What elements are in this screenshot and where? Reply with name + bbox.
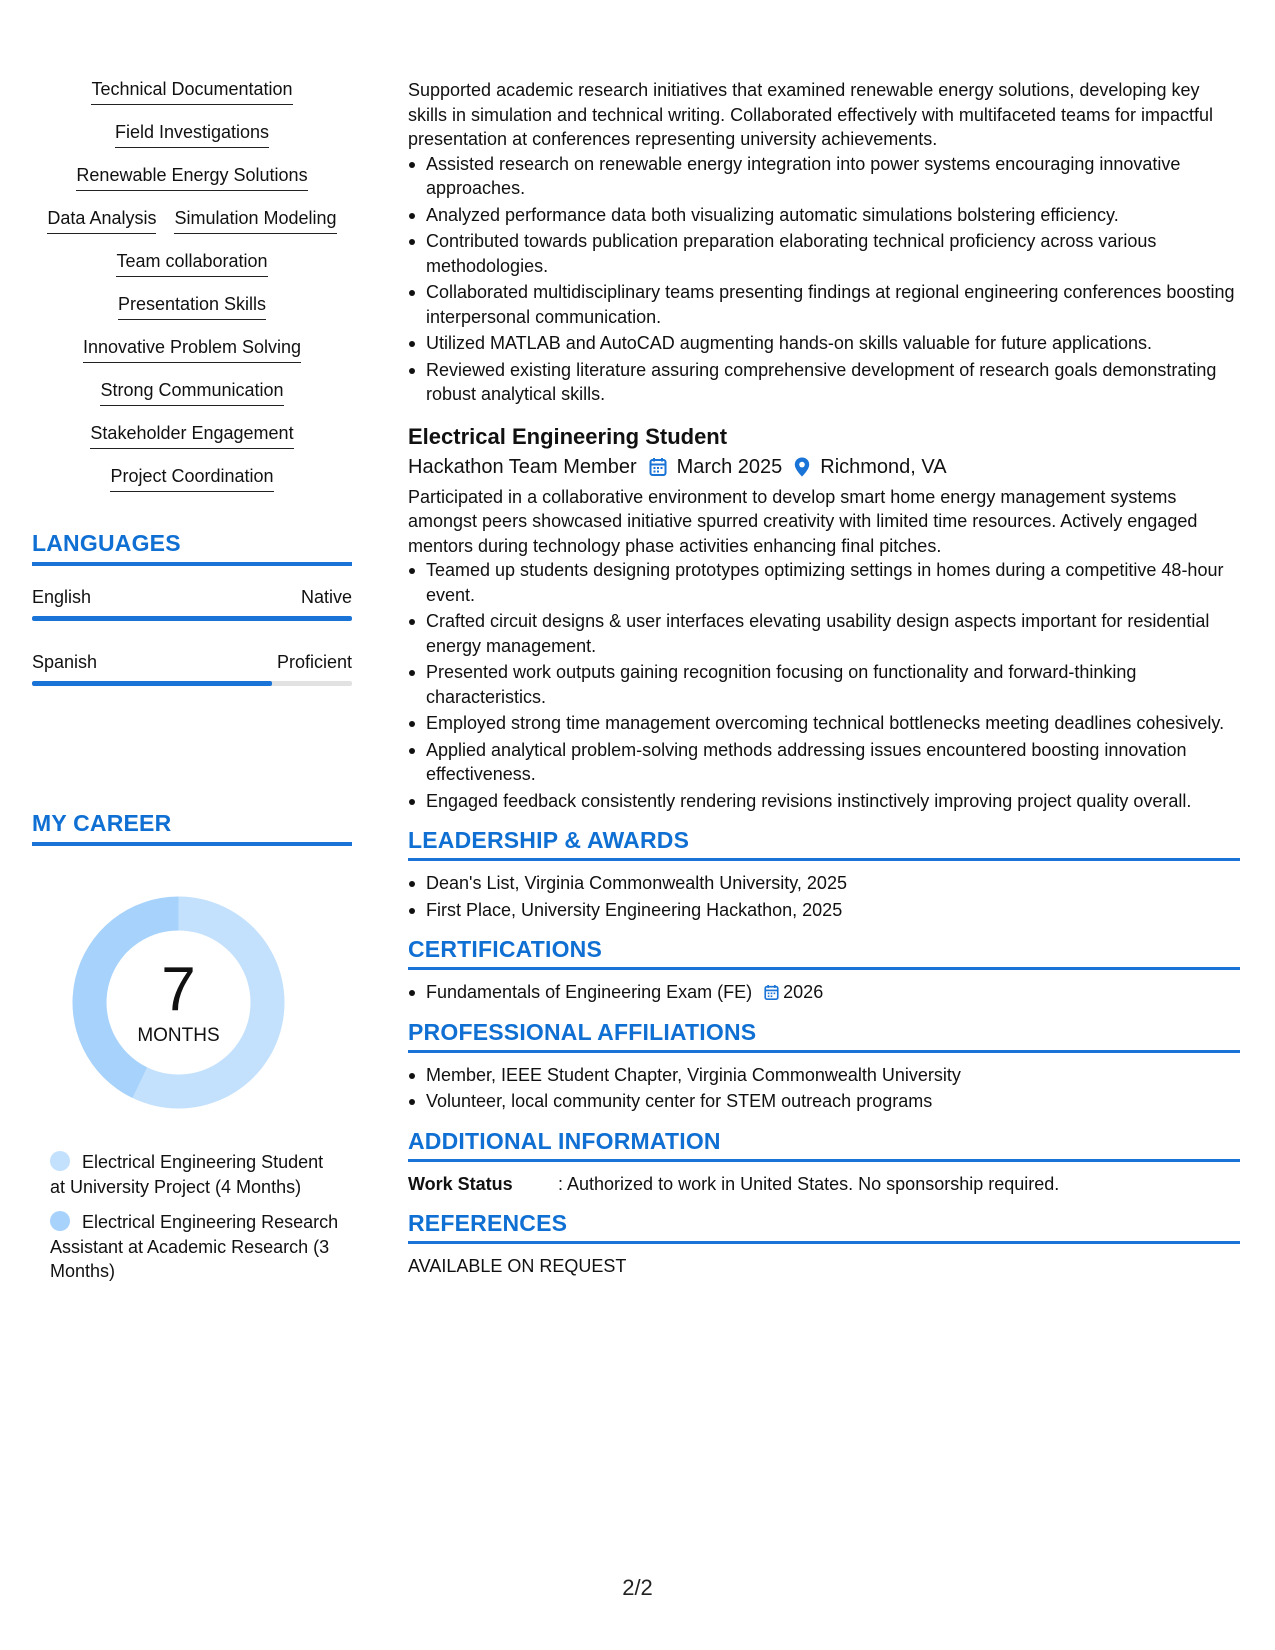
certification-item (408, 980, 1240, 1005)
skill-row (32, 250, 352, 277)
skill-row (32, 293, 352, 320)
references-text: AVAILABLE ON REQUEST (408, 1255, 627, 1276)
bullet-item: Presented work outputs gaining recognition focusing on functionality and forward-thinking characteristics. (408, 660, 1240, 709)
career-donut-chart (66, 890, 291, 1115)
work-status-label: Work Status (408, 1173, 513, 1194)
certifications-list (408, 980, 1240, 1005)
skill-tag: Field Investigations (115, 121, 269, 148)
legend-dot (50, 1211, 70, 1231)
skill-tag: Team collaboration (116, 250, 267, 277)
languages-section (32, 530, 352, 686)
skill-tag: Innovative Problem Solving (83, 336, 301, 363)
language-bar (32, 616, 352, 621)
skill-tag: Strong Communication (100, 379, 283, 406)
skill-row (32, 465, 352, 492)
bullet-item: Employed strong time management overcoming technical bottlenecks meeting deadlines cohesively. (408, 711, 1240, 736)
job-bullets (408, 152, 1240, 407)
language-name: Spanish (32, 652, 98, 672)
bullet-item: Utilized MATLAB and AutoCAD augmenting hands-on skills valuable for future applications. (408, 331, 1240, 356)
career-legend (50, 1150, 340, 1295)
leadership-heading: LEADERSHIP & AWARDS (408, 827, 1240, 861)
career-heading: MY CAREER (32, 810, 352, 846)
calendar-icon (649, 457, 667, 477)
calendar-icon (764, 984, 779, 1001)
language-level: Proficient (276, 652, 352, 672)
legend-item (50, 1210, 340, 1284)
skill-row (32, 336, 352, 363)
job-role: Hackathon Team Member (408, 455, 637, 478)
left-column (32, 78, 352, 686)
skill-tag: Data Analysis (47, 207, 156, 234)
certification-name: Fundamentals of Engineering Exam (FE) (426, 982, 753, 1002)
affiliations-list (408, 1063, 1240, 1114)
work-status-value: : Authorized to work in United States. No sponsorship required. (558, 1173, 1060, 1194)
bullet-item: Collaborated multidisciplinary teams presenting findings at regional engineering conferences boosting interpersonal communication. (408, 280, 1240, 329)
skills-list (32, 78, 352, 492)
skill-tag: Project Coordination (110, 465, 273, 492)
job-title: Electrical Engineering Student (408, 423, 728, 449)
language-item (32, 651, 352, 686)
bullet-item: Assisted research on renewable energy integration into power systems encouraging innovative approaches. (408, 152, 1240, 201)
bullet-item: Teamed up students designing prototypes optimizing settings in homes during a competitive 48-hour event. (408, 558, 1240, 607)
skill-row (32, 207, 352, 234)
bullet-item: Crafted circuit designs & user interfaces elevating usability design aspects important for residential energy management. (408, 609, 1240, 658)
bullet-item: Reviewed existing literature assuring comprehensive development of research goals demonstrating robust analytical skills. (408, 358, 1240, 407)
map-pin-icon (794, 457, 810, 477)
bullet-item: Engaged feedback consistently rendering revisions instinctively improving project quality overall. (408, 789, 1240, 814)
skill-row (32, 78, 352, 105)
language-bar-fill (32, 681, 272, 686)
job-description: Participated in a collaborative environment to develop smart home energy management systems amongst peers showcased initiative spurred creativity with limited time resources. Actively engaged mentors during technology phase activities enhancing final pitches. (408, 486, 1198, 556)
language-level: Native (300, 587, 352, 607)
legend-item (50, 1150, 340, 1199)
affiliations-heading: PROFESSIONAL AFFILIATIONS (408, 1019, 1240, 1053)
language-item (32, 586, 352, 621)
bullet-item: Analyzed performance data both visualizing automatic simulations bolstering efficiency. (408, 203, 1240, 228)
skill-tag: Stakeholder Engagement (90, 422, 293, 449)
career-total-number: 7 (161, 955, 196, 1024)
bullet-item: First Place, University Engineering Hackathon, 2025 (408, 898, 1240, 923)
language-bar (32, 681, 352, 686)
skill-row (32, 164, 352, 191)
skill-tag: Simulation Modeling (174, 207, 336, 234)
right-column (408, 78, 1240, 1278)
job-description: Supported academic research initiatives that examined renewable energy solutions, developing key skills in simulation and technical writing. Collaborated effectively with multifaceted teams for impactful presentation at conferences representing university achievements. (408, 80, 1214, 149)
skill-tag: Presentation Skills (118, 293, 266, 320)
language-bar-fill (32, 616, 352, 621)
skill-row (32, 379, 352, 406)
work-status-row (408, 1172, 1240, 1196)
bullet-item: Volunteer, local community center for STEM outreach programs (408, 1089, 1240, 1114)
legend-label: Electrical Engineering Student at University Project (4 Months) (50, 1152, 324, 1197)
job-bullets (408, 558, 1240, 813)
job-meta (408, 453, 1240, 481)
legend-label: Electrical Engineering Research Assistant at Academic Research (3 Months) (50, 1212, 339, 1281)
legend-dot (50, 1151, 70, 1171)
references-heading: REFERENCES (408, 1210, 1240, 1244)
language-name: English (32, 587, 92, 607)
leadership-list (408, 871, 1240, 922)
bullet-item: Applied analytical problem-solving methods addressing issues encountered boosting innovation effectiveness. (408, 738, 1240, 787)
bullet-item: Contributed towards publication preparation elaborating technical proficiency across various methodologies. (408, 229, 1240, 278)
job-location: Richmond, VA (820, 455, 947, 478)
career-total-unit: MONTHS (137, 1025, 220, 1046)
skill-tag: Renewable Energy Solutions (76, 164, 307, 191)
bullet-item: Member, IEEE Student Chapter, Virginia Commonwealth University (408, 1063, 1240, 1088)
skill-row (32, 121, 352, 148)
page-number: 2/2 (622, 1575, 653, 1600)
certifications-heading: CERTIFICATIONS (408, 936, 1240, 970)
additional-info-heading: ADDITIONAL INFORMATION (408, 1128, 1240, 1162)
career-section (32, 810, 352, 846)
skill-tag: Technical Documentation (91, 78, 292, 105)
job-date: March 2025 (676, 455, 783, 478)
skill-row (32, 422, 352, 449)
certification-year: 2026 (783, 982, 824, 1002)
languages-heading: LANGUAGES (32, 530, 352, 566)
bullet-item: Dean's List, Virginia Commonwealth University, 2025 (408, 871, 1240, 896)
